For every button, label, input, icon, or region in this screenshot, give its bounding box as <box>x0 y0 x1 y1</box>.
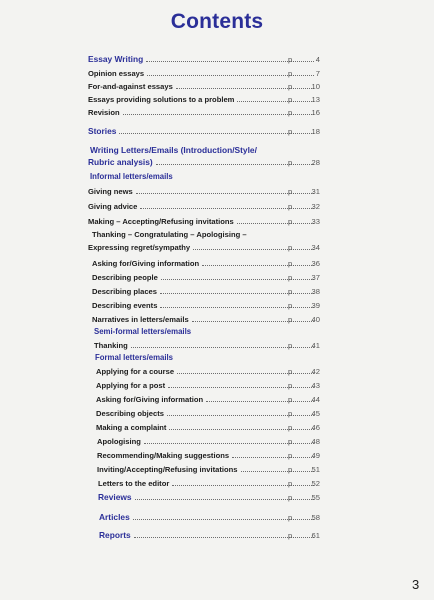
page-prefix: p. <box>288 423 295 432</box>
toc-entry[interactable] <box>96 390 314 404</box>
leader-dots <box>131 347 314 348</box>
toc-entry[interactable] <box>88 212 314 226</box>
toc-entry[interactable] <box>94 336 314 350</box>
toc-entry-label: Apologising <box>97 437 141 446</box>
page-prefix: p. <box>288 437 295 446</box>
toc-entry[interactable] <box>92 268 314 282</box>
page-prefix: p. <box>288 108 295 117</box>
page-value: 61 <box>311 531 320 540</box>
toc-entry[interactable] <box>92 310 314 324</box>
page-value: 16 <box>311 108 320 117</box>
page-value: 52 <box>311 479 320 488</box>
toc-page-ref <box>288 268 320 282</box>
page-prefix: p. <box>288 82 295 91</box>
toc-entry-label: Narratives in letters/emails <box>92 315 189 324</box>
toc-entry[interactable] <box>96 404 314 418</box>
page-value: 38 <box>311 287 320 296</box>
toc-page-ref <box>288 296 320 310</box>
toc-entry[interactable] <box>99 508 314 522</box>
toc-page-ref <box>288 282 320 296</box>
toc-entry-label: Essays providing solutions to a problem <box>88 95 235 104</box>
page-prefix: p. <box>288 95 295 104</box>
toc-page-ref <box>288 103 320 117</box>
toc-entry-label: Giving advice <box>88 202 138 211</box>
toc-entry[interactable] <box>97 432 314 446</box>
toc-entry-label: Revision <box>88 108 120 117</box>
page-value: 41 <box>311 341 320 350</box>
toc-entry[interactable] <box>88 197 314 211</box>
toc-entry[interactable] <box>98 474 314 488</box>
toc-page-ref <box>288 526 320 540</box>
page-prefix: p. <box>288 531 295 540</box>
page-prefix: p. <box>288 127 295 136</box>
toc-entry-label: Asking for/Giving information <box>96 395 204 404</box>
toc-page-ref <box>288 64 320 78</box>
toc-entry-label: Expressing regret/sympathy <box>88 243 191 252</box>
section-heading: Writing Letters/Emails (Introduction/Style/ <box>90 145 257 155</box>
page-prefix: p. <box>288 395 295 404</box>
toc-entry-label: Opinion essays <box>88 69 145 78</box>
toc-entry-label: Reports <box>99 530 131 540</box>
page-value: 42 <box>311 367 320 376</box>
toc-entry-label: For-and-against essays <box>88 82 173 91</box>
leader-dots <box>134 537 314 538</box>
toc-entry[interactable] <box>96 418 314 432</box>
page-value: 45 <box>311 409 320 418</box>
toc-entry-label: Describing places <box>92 287 157 296</box>
toc-entry-label: Reviews <box>98 492 132 502</box>
subsection-heading: Semi-formal letters/emails <box>94 327 192 336</box>
leader-dots <box>133 519 314 520</box>
leader-dots <box>119 133 314 134</box>
subsection-heading: Informal letters/emails <box>90 172 173 181</box>
page-prefix: p. <box>288 513 295 522</box>
page-value: 4 <box>315 55 320 64</box>
page-prefix: p. <box>288 367 295 376</box>
toc-entry[interactable] <box>88 90 314 104</box>
page-value: 51 <box>311 465 320 474</box>
page-value: 39 <box>311 301 320 310</box>
toc-page-ref <box>288 362 320 376</box>
page-prefix: p. <box>288 479 295 488</box>
toc-entry-label: Giving news <box>88 187 133 196</box>
toc-entry-label: Describing objects <box>96 409 164 418</box>
toc-entry-label: Essay Writing <box>88 54 144 64</box>
page-value: 13 <box>311 95 320 104</box>
page-value: 48 <box>311 437 320 446</box>
page-value: 55 <box>311 493 320 502</box>
toc-entry[interactable] <box>96 362 314 376</box>
toc-page-ref <box>288 376 320 390</box>
page-prefix: p. <box>288 341 295 350</box>
page-value: 36 <box>311 259 320 268</box>
toc-entry-label: Recommending/Making suggestions <box>97 451 230 460</box>
page-number: 3 <box>412 577 420 592</box>
page-prefix: p. <box>288 493 295 502</box>
toc-entry-label: Stories <box>88 126 117 136</box>
toc-page-ref <box>288 508 320 522</box>
toc-entry-label: Making a complaint <box>96 423 167 432</box>
toc-entry[interactable] <box>96 376 314 390</box>
page-prefix: p. <box>288 217 295 226</box>
toc-page-ref <box>288 122 320 136</box>
toc-entry-label: Applying for a course <box>96 367 175 376</box>
page-prefix: p. <box>288 273 295 282</box>
toc-entry-label: Letters to the editor <box>98 479 170 488</box>
page-prefix: p. <box>288 287 295 296</box>
toc-page-ref <box>288 336 320 350</box>
toc-entry[interactable] <box>88 182 314 196</box>
page-value: 58 <box>311 513 320 522</box>
toc-page-ref <box>288 488 320 502</box>
toc-entry[interactable] <box>97 460 314 474</box>
toc-entry-label: Inviting/Accepting/Refusing invitations <box>97 465 238 474</box>
toc-entry[interactable] <box>98 488 314 502</box>
toc-page-ref <box>288 432 320 446</box>
toc-entry[interactable] <box>88 122 314 136</box>
toc-page-ref <box>288 153 320 167</box>
toc-entry-label: Describing events <box>92 301 158 310</box>
subsection-heading: Formal letters/emails <box>95 353 174 362</box>
page-value: 46 <box>311 423 320 432</box>
toc-entry[interactable] <box>88 77 314 91</box>
page-prefix: p. <box>288 301 295 310</box>
toc-page-ref <box>288 446 320 460</box>
page-prefix: p. <box>288 187 295 196</box>
page-value: 40 <box>311 315 320 324</box>
toc-entry[interactable] <box>97 446 314 460</box>
toc-entry-label: Thanking <box>94 341 128 350</box>
toc-page-ref <box>288 90 320 104</box>
toc-page-ref <box>288 182 320 196</box>
toc-entry[interactable] <box>92 282 314 296</box>
toc-entry-label: Asking for/Giving information <box>92 259 200 268</box>
page-value: 32 <box>311 202 320 211</box>
toc-entry[interactable] <box>88 153 314 167</box>
toc-entry-label: Articles <box>99 512 130 522</box>
page-value: 33 <box>311 217 320 226</box>
leader-dots <box>123 114 314 115</box>
page-prefix: p. <box>288 315 295 324</box>
page-prefix: p. <box>288 259 295 268</box>
page-value: 7 <box>315 69 320 78</box>
toc-entry[interactable] <box>88 50 314 64</box>
page-value: 18 <box>311 127 320 136</box>
toc-entry-label: Rubric analysis) <box>88 157 153 167</box>
toc-entry[interactable] <box>88 103 314 117</box>
page-value: 37 <box>311 273 320 282</box>
page-value: 34 <box>311 243 320 252</box>
page-prefix: p. <box>288 243 295 252</box>
page-value: 49 <box>311 451 320 460</box>
toc-entry[interactable] <box>88 64 314 78</box>
toc-page-ref <box>288 254 320 268</box>
page-prefix: p. <box>288 158 295 167</box>
toc-entry[interactable] <box>92 296 314 310</box>
page-value: 31 <box>311 187 320 196</box>
page-prefix: p. <box>288 465 295 474</box>
page-prefix: p. <box>288 451 295 460</box>
page-prefix: p. <box>288 69 295 78</box>
toc-entry-label: Making – Accepting/Refusing invitations <box>88 217 234 226</box>
toc-entry-label: Describing people <box>92 273 158 282</box>
toc-page-ref <box>288 474 320 488</box>
page-value: 44 <box>311 395 320 404</box>
page-value: 28 <box>311 158 320 167</box>
toc-page-ref <box>288 418 320 432</box>
page-prefix: p. <box>288 55 295 64</box>
toc-page-ref <box>288 212 320 226</box>
toc-page-ref <box>288 390 320 404</box>
toc-entry[interactable] <box>92 254 314 268</box>
page-prefix: p. <box>288 381 295 390</box>
toc-page-ref <box>288 310 320 324</box>
page-prefix: p. <box>288 409 295 418</box>
toc-page-ref <box>288 460 320 474</box>
page-value: 43 <box>311 381 320 390</box>
toc-page-ref <box>288 404 320 418</box>
toc-entry-label-line: Thanking – Congratulating – Apologising – <box>92 230 247 239</box>
toc-page-ref <box>288 50 320 64</box>
toc-page-ref <box>288 77 320 91</box>
toc-page-ref <box>288 238 320 252</box>
toc-entry-label: Applying for a post <box>96 381 166 390</box>
page-title: Contents <box>170 10 264 33</box>
toc-entry[interactable] <box>99 526 314 540</box>
page-prefix: p. <box>288 202 295 211</box>
page-value: 10 <box>311 82 320 91</box>
toc-page-ref <box>288 197 320 211</box>
toc-entry[interactable] <box>88 238 314 252</box>
